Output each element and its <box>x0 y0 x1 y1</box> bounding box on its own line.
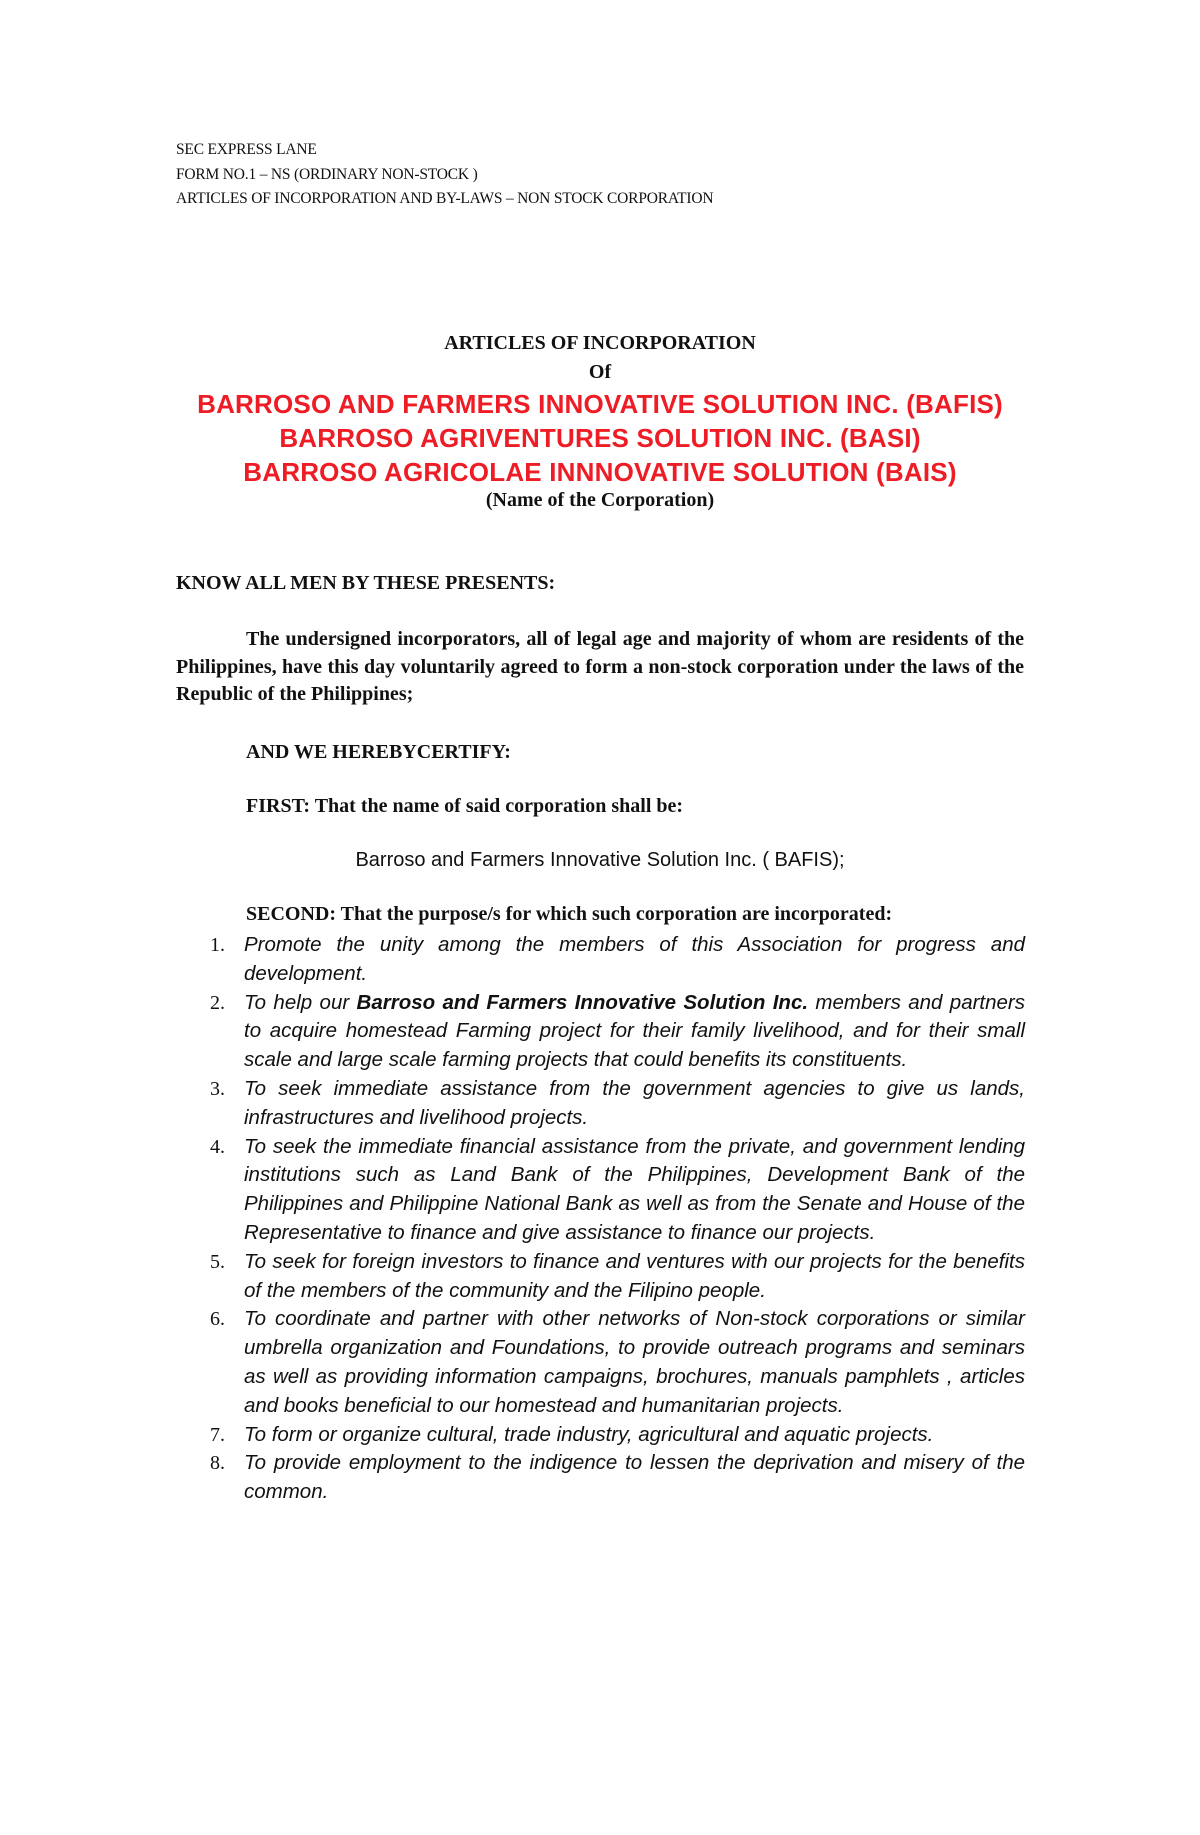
purpose-item <box>210 989 1025 1075</box>
corporation-name-2: BARROSO AGRIVENTURES SOLUTION INC. (BASI) <box>279 423 921 453</box>
purpose-item <box>210 1075 1025 1133</box>
purpose-number: 4. <box>210 1135 225 1158</box>
purpose-text: To seek immediate assistance from the government agencies to give us lands, infrastructures and livelihood projects. <box>244 1076 1025 1129</box>
document-title: ARTICLES OF INCORPORATION <box>444 332 756 354</box>
second-article: SECOND: That the purpose/s for which such corporation are incorporated: <box>246 903 893 925</box>
purpose-item <box>210 1421 1025 1450</box>
purpose-item <box>210 931 1025 989</box>
purpose-corporation-name: Barroso and Farmers Innovative Solution Inc. <box>356 990 809 1014</box>
purpose-item <box>210 1449 1025 1507</box>
purpose-item <box>210 1133 1025 1248</box>
header-form-number: FORM NO.1 – NS (ORDINARY NON-STOCK ) <box>176 166 478 183</box>
certify-heading: AND WE HEREBYCERTIFY: <box>246 741 511 763</box>
corporation-name-statement: Barroso and Farmers Innovative Solution Inc. ( BAFIS); <box>355 849 845 871</box>
purpose-text: To provide employment to the indigence to lessen the deprivation and misery of the common. <box>244 1451 1025 1504</box>
purpose-item <box>210 1248 1025 1306</box>
header-form-title: ARTICLES OF INCORPORATION AND BY-LAWS – NON STOCK CORPORATION <box>176 190 714 207</box>
purpose-text: members and partners to acquire homestead Farming project for their family livelihood, and for their small scale and large scale farming projects that could benefits its constituents. <box>244 990 1025 1072</box>
purpose-number: 2. <box>210 991 225 1014</box>
know-all-heading: KNOW ALL MEN BY THESE PRESENTS: <box>176 572 556 594</box>
purpose-item <box>210 1305 1025 1420</box>
purpose-number: 8. <box>210 1452 225 1475</box>
purposes-list <box>210 931 1025 1507</box>
purpose-text: To seek the immediate financial assistance from the private, and government lending institutions such as Land Bank of the Philippines, Development Bank of the Philippines and Philippine National Bank as well as from the Senate and House of the Representative to finance and give assistance to finance our projects. <box>244 1134 1025 1244</box>
purpose-number: 7. <box>210 1423 225 1446</box>
purpose-text: Promote the unity among the members of this Association for progress and development. <box>244 933 1025 985</box>
purpose-text-lead: To help our <box>244 990 357 1014</box>
corporation-name-1: BARROSO AND FARMERS INNOVATIVE SOLUTION INC. (BAFIS) <box>197 389 1003 419</box>
first-article: FIRST: That the name of said corporation shall be: <box>246 795 684 817</box>
header-agency: SEC EXPRESS LANE <box>176 141 317 158</box>
purpose-number: 1. <box>210 934 225 956</box>
purpose-text: To seek for foreign investors to finance and ventures with our projects for the benefits of the members of the community and the Filipino people. <box>244 1249 1025 1302</box>
corporation-name-3: BARROSO AGRICOLAE INNNOVATIVE SOLUTION (BAIS) <box>243 457 957 487</box>
intro-paragraph: The undersigned incorporators, all of legal age and majority of whom are residents of the Philippines, have this day voluntarily agreed to form a non-stock corporation under the laws of the Republic of the Philippines; <box>176 628 1024 705</box>
purpose-number: 5. <box>210 1250 225 1273</box>
purpose-text: To form or organize cultural, trade industry, agricultural and aquatic projects. <box>244 1422 934 1446</box>
purpose-number: 6. <box>210 1308 225 1331</box>
name-caption: (Name of the Corporation) <box>485 489 715 511</box>
purpose-number: 3. <box>210 1077 225 1100</box>
title-of: Of <box>588 361 612 383</box>
purpose-text: To coordinate and partner with other networks of Non-stock corporations or similar umbrella organization and Foundations, to provide outreach programs and seminars as well as providing information campaigns, brochures, manuals pamphlets , articles and books beneficial to our homestead and humanitarian projects. <box>244 1307 1025 1417</box>
